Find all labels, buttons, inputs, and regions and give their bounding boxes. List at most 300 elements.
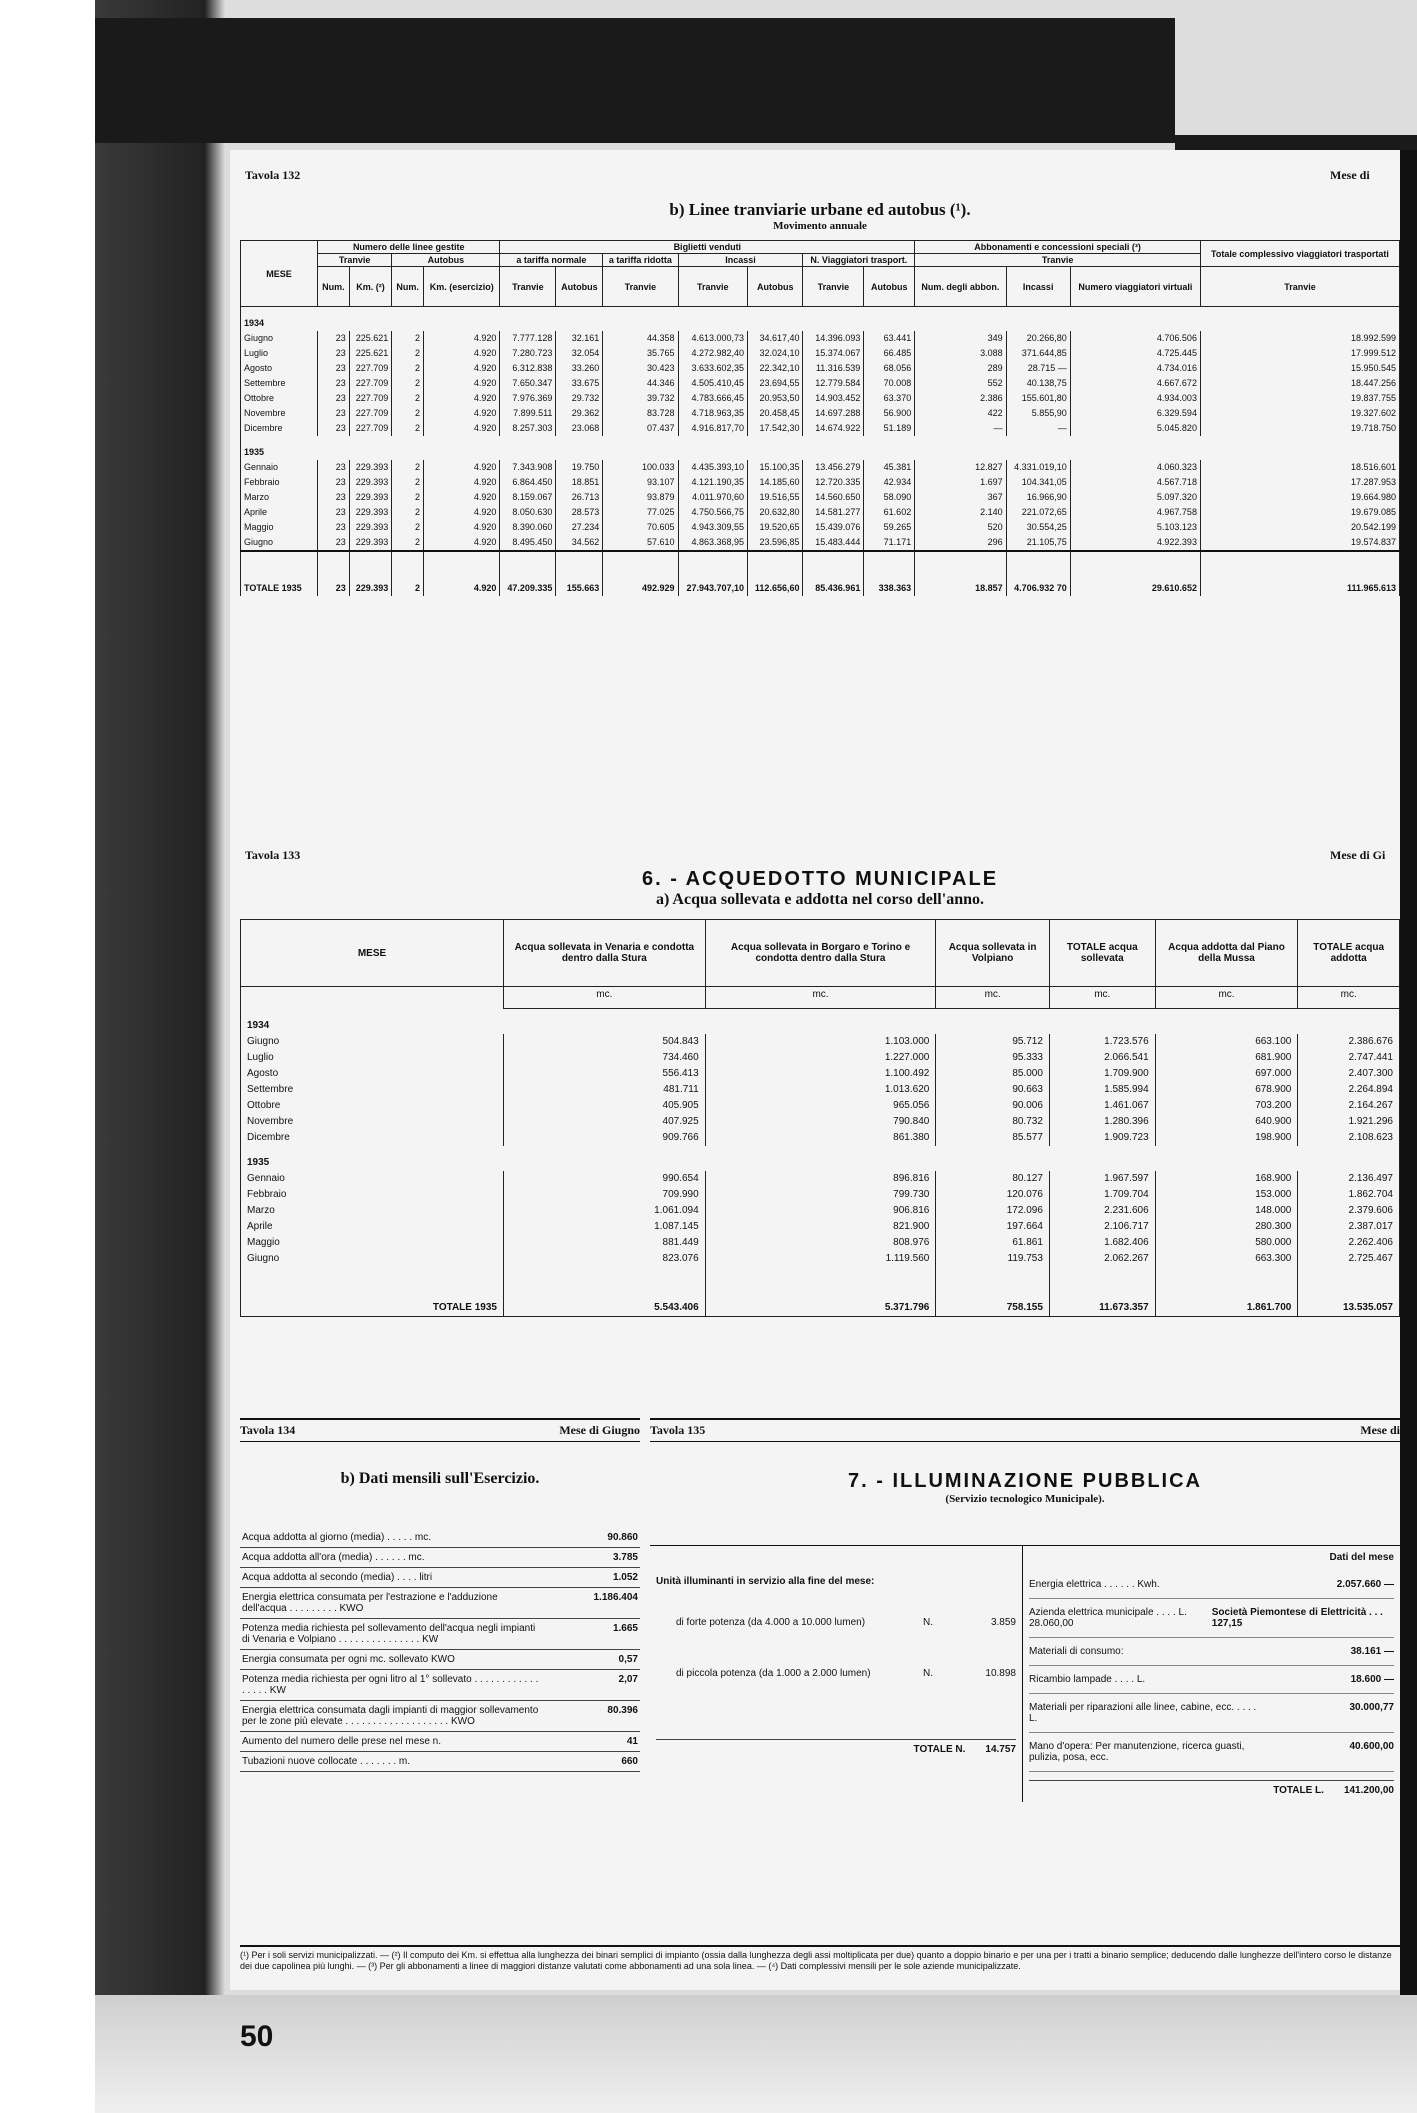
table-cell: 289 <box>915 361 1006 376</box>
table-cell: 63.441 <box>864 331 915 346</box>
table-cell: 23 <box>318 376 350 391</box>
t133-h-c1: Acqua sollevata in Venaria e condotta dentro dalla Stura <box>504 920 706 987</box>
table-row <box>241 1130 1400 1146</box>
list-item <box>240 1568 640 1588</box>
table-cell: 697.000 <box>1155 1066 1298 1082</box>
table-cell: 1.967.597 <box>1049 1171 1155 1187</box>
table-cell: 12.827 <box>915 460 1006 475</box>
table-cell: mc. <box>705 987 936 1009</box>
item-field: Azienda elettrica municipale . . . . L. 28.060,00 <box>1029 1607 1187 1629</box>
table-cell: 1.119.560 <box>705 1251 936 1267</box>
list-item <box>240 1670 640 1701</box>
table-cell: 26.713 <box>556 490 603 505</box>
table-cell: 1.709.900 <box>1049 1066 1155 1082</box>
table-cell: 4.706.932 70 <box>1006 551 1070 596</box>
table-cell: 34.562 <box>556 535 603 551</box>
year-row <box>241 307 1400 332</box>
table-cell: 4.725.445 <box>1070 346 1200 361</box>
table-cell: 23 <box>318 460 350 475</box>
table-cell: 229.393 <box>349 475 392 490</box>
table-cell: 8.390.060 <box>500 520 556 535</box>
table-cell: 227.709 <box>349 406 392 421</box>
table-cell: 4.967.758 <box>1070 505 1200 520</box>
list-item <box>240 1732 640 1752</box>
t135-right-total-value: 141.200,00 <box>1343 1785 1394 1796</box>
table-cell: 30.554,25 <box>1006 520 1070 535</box>
table-cell: 2.725.467 <box>1298 1251 1400 1267</box>
table-cell: 7.976.369 <box>500 391 556 406</box>
table-cell: 2.106.717 <box>1049 1219 1155 1235</box>
table-cell: 197.664 <box>936 1219 1050 1235</box>
table-cell: 7.280.723 <box>500 346 556 361</box>
table-cell: Novembre <box>241 1114 504 1130</box>
table-cell: 227.709 <box>349 361 392 376</box>
table-row <box>241 1203 1400 1219</box>
t132-h-km-es: Km. (esercizio) <box>424 267 500 307</box>
table-cell: 1.909.723 <box>1049 1130 1155 1146</box>
table-cell: 23 <box>318 406 350 421</box>
table-cell: 422 <box>915 406 1006 421</box>
table-cell: 63.370 <box>864 391 915 406</box>
table-cell: 17.542,30 <box>748 421 803 436</box>
table-cell: 2 <box>392 421 424 436</box>
table-cell: Aprile <box>241 505 318 520</box>
item-label: Tubazioni nuove collocate . . . . . . . m. <box>242 1756 411 1767</box>
table-cell: 703.200 <box>1155 1098 1298 1114</box>
table-cell: 23 <box>318 520 350 535</box>
table-cell: 221.072,65 <box>1006 505 1070 520</box>
table-cell: 1.280.396 <box>1049 1114 1155 1130</box>
table-cell: 678.900 <box>1155 1082 1298 1098</box>
table-cell: 2 <box>392 391 424 406</box>
t132-h-abbonamenti: Abbonamenti e concessioni speciali (³) <box>915 241 1201 254</box>
table-row <box>241 1235 1400 1251</box>
t132-h-c-tranvie1: Tranvie <box>500 267 556 307</box>
table-cell: 15.950.545 <box>1200 361 1399 376</box>
table-cell: 4.920 <box>424 361 500 376</box>
table-row <box>241 460 1400 475</box>
table-cell: 23 <box>318 361 350 376</box>
table-cell: 7.899.511 <box>500 406 556 421</box>
t132-h-tar-norm: a tariffa normale <box>500 254 603 267</box>
table-cell: Agosto <box>241 1066 504 1082</box>
list-item <box>676 1668 1016 1679</box>
list-item <box>1029 1638 1394 1666</box>
table-cell: 29.732 <box>556 391 603 406</box>
table-cell: 32.024,10 <box>748 346 803 361</box>
table-cell: 663.100 <box>1155 1034 1298 1050</box>
table-row <box>241 1114 1400 1130</box>
table-cell: 32.161 <box>556 331 603 346</box>
table-cell: 18.992.599 <box>1200 331 1399 346</box>
table-cell: TOTALE 1935 <box>241 1267 504 1317</box>
scan-shadow-bottom <box>95 1995 1417 2113</box>
table-cell: 758.155 <box>936 1267 1050 1317</box>
table-cell: 19.516,55 <box>748 490 803 505</box>
table-cell: 2 <box>392 475 424 490</box>
table-cell: 61.602 <box>864 505 915 520</box>
table-cell: 1935 <box>241 1146 1400 1171</box>
t132-title: b) Linee tranviarie urbane ed autobus (¹). <box>669 200 971 219</box>
item-field: Materiali per riparazioni alle linee, cabine, ecc. . . . . L. <box>1029 1702 1257 1724</box>
table-cell: Gennaio <box>241 460 318 475</box>
item-field: 3.859 <box>990 1617 1016 1628</box>
t134-tag: Tavola 134 <box>240 1423 296 1437</box>
table-cell: 861.380 <box>705 1130 936 1146</box>
item-value: 1.665 <box>612 1623 638 1634</box>
table-cell: 4.667.672 <box>1070 376 1200 391</box>
t132-h-km: Km. (²) <box>349 267 392 307</box>
table-cell: Gennaio <box>241 1171 504 1187</box>
table-row <box>241 475 1400 490</box>
table-cell: 5.103.123 <box>1070 520 1200 535</box>
table-cell: 709.990 <box>504 1187 706 1203</box>
table-cell: 44.358 <box>603 331 678 346</box>
table-cell: 70.605 <box>603 520 678 535</box>
item-field: Mano d'opera: Per manutenzione, ricerca guasti, pulizia, posa, ecc. <box>1029 1741 1245 1763</box>
table-cell: 18.857 <box>915 551 1006 596</box>
table-cell: 556.413 <box>504 1066 706 1082</box>
table-cell: 93.879 <box>603 490 678 505</box>
table-cell: 4.934.003 <box>1070 391 1200 406</box>
table-cell: 5.855,90 <box>1006 406 1070 421</box>
t132-h-c-tranvie4: Tranvie <box>803 267 864 307</box>
table-cell: 405.905 <box>504 1098 706 1114</box>
table-row <box>241 1251 1400 1267</box>
t132-h-num: Num. <box>318 267 350 307</box>
table-cell: 225.621 <box>349 346 392 361</box>
t133-body <box>241 987 1400 1317</box>
total-row <box>241 1267 1400 1317</box>
table-cell: 19.837.755 <box>1200 391 1399 406</box>
table-row <box>241 376 1400 391</box>
table-cell: 15.100,35 <box>748 460 803 475</box>
table-cell: — <box>1006 421 1070 436</box>
table-cell: 4.920 <box>424 421 500 436</box>
table-cell: 20.266,80 <box>1006 331 1070 346</box>
table-cell: 4.920 <box>424 406 500 421</box>
item-label: Acqua addotta all'ora (media) . . . . . . mc. <box>242 1552 425 1563</box>
table-cell: 23 <box>318 551 350 596</box>
table-cell: 338.363 <box>864 551 915 596</box>
item-value: 90.860 <box>607 1532 638 1543</box>
table-cell: 4.920 <box>424 490 500 505</box>
table-cell: 104.341,05 <box>1006 475 1070 490</box>
table-cell: 280.300 <box>1155 1219 1298 1235</box>
table-cell: 34.617,40 <box>748 331 803 346</box>
table-row <box>241 535 1400 551</box>
table-cell: 21.105,75 <box>1006 535 1070 551</box>
table-cell: 19.520,65 <box>748 520 803 535</box>
table-cell: 227.709 <box>349 376 392 391</box>
table-cell: 85.577 <box>936 1130 1050 1146</box>
scan-shadow-right <box>1400 150 1417 2000</box>
item-field: di piccola potenza (da 1.000 a 2.000 lumen) <box>676 1668 871 1679</box>
table-cell: 4.613.000,73 <box>678 331 747 346</box>
table-cell: 2 <box>392 490 424 505</box>
t133-h-c2: Acqua sollevata in Borgaro e Torino e condotta dentro dalla Stura <box>705 920 936 987</box>
table-cell: 2.262.406 <box>1298 1235 1400 1251</box>
table-row <box>241 406 1400 421</box>
table-cell: 1.862.704 <box>1298 1187 1400 1203</box>
table-cell: 23 <box>318 421 350 436</box>
table-cell: 823.076 <box>504 1251 706 1267</box>
table-cell: 71.171 <box>864 535 915 551</box>
table-cell: 296 <box>915 535 1006 551</box>
table-cell: 6.329.594 <box>1070 406 1200 421</box>
table-cell: 119.753 <box>936 1251 1050 1267</box>
table-cell: 229.393 <box>349 520 392 535</box>
item-field: 10.898 <box>985 1668 1016 1679</box>
table-cell: Giugno <box>241 1034 504 1050</box>
t132-h-biglietti: Biglietti venduti <box>500 241 915 254</box>
table-cell: Giugno <box>241 1251 504 1267</box>
t133-h-mese: MESE <box>241 920 504 987</box>
table-cell: 61.861 <box>936 1235 1050 1251</box>
item-label: Acqua addotta al giorno (media) . . . . . mc. <box>242 1532 431 1543</box>
table-cell: 1.061.094 <box>504 1203 706 1219</box>
table-cell: 23 <box>318 331 350 346</box>
t133-h-c4: TOTALE acqua sollevata <box>1049 920 1155 987</box>
t135-right-total-label: TOTALE L. <box>1273 1785 1324 1796</box>
list-item <box>240 1528 640 1548</box>
table-cell: 4.783.666,45 <box>678 391 747 406</box>
table-cell: 19.750 <box>556 460 603 475</box>
table-cell: 2 <box>392 551 424 596</box>
table-cell: Ottobre <box>241 391 318 406</box>
table-cell: 83.728 <box>603 406 678 421</box>
table-cell: 93.107 <box>603 475 678 490</box>
year-row <box>241 1009 1400 1035</box>
item-label: Potenza media richiesta pel sollevamento dell'acqua negli impianti di Venaria e Volpiano . . . . . . . . . . . . . . . KW <box>242 1623 536 1645</box>
table-cell: Giugno <box>241 535 318 551</box>
table-cell: 227.709 <box>349 421 392 436</box>
table-cell: 4.706.506 <box>1070 331 1200 346</box>
scan-shadow-top <box>95 18 1175 143</box>
t132-h-totale: Totale complessivo viaggiatori trasportati <box>1200 241 1399 267</box>
table-cell: 2.231.606 <box>1049 1203 1155 1219</box>
table-cell: 799.730 <box>705 1187 936 1203</box>
table-cell: 20.542.199 <box>1200 520 1399 535</box>
table-row <box>241 1098 1400 1114</box>
table-cell: 172.096 <box>936 1203 1050 1219</box>
table-cell: Marzo <box>241 1203 504 1219</box>
table-cell: 40.138,75 <box>1006 376 1070 391</box>
t135-left-intro: Unità illuminanti in servizio alla fine del mese: <box>656 1576 875 1587</box>
table-row <box>241 490 1400 505</box>
table-cell: 520 <box>915 520 1006 535</box>
table-cell: 580.000 <box>1155 1235 1298 1251</box>
t134-body <box>240 1528 640 1772</box>
table-cell: 14.581.277 <box>803 505 864 520</box>
table-cell: 552 <box>915 376 1006 391</box>
table-cell: 881.449 <box>504 1235 706 1251</box>
table-135 <box>650 1418 1400 1802</box>
table-cell: 1.682.406 <box>1049 1235 1155 1251</box>
table-cell: 45.381 <box>864 460 915 475</box>
table-cell: 4.916.817,70 <box>678 421 747 436</box>
table-cell: 640.900 <box>1155 1114 1298 1130</box>
table-cell: Novembre <box>241 406 318 421</box>
table-cell: 4.567.718 <box>1070 475 1200 490</box>
item-label: Energia elettrica consumata dagli impianti di maggior sollevamento per le zone più elevate . . . . . . . . . . . . . . . . . . . KWO <box>242 1705 539 1727</box>
table-cell: 5.045.820 <box>1070 421 1200 436</box>
table-cell: 57.610 <box>603 535 678 551</box>
t135-right-body <box>1029 1571 1394 1772</box>
t135-subtitle: (Servizio tecnologico Municipale). <box>945 1493 1105 1505</box>
table-cell: mc. <box>1155 987 1298 1009</box>
item-field: N. <box>922 1668 933 1679</box>
table-cell: 14.396.093 <box>803 331 864 346</box>
item-value: 1.052 <box>612 1572 638 1583</box>
unit-row <box>241 987 1400 1009</box>
t135-left-body <box>656 1617 1016 1679</box>
table-cell: 4.718.963,35 <box>678 406 747 421</box>
t132-h-tranvie: Tranvie <box>318 254 392 267</box>
table-133 <box>240 868 1400 1317</box>
list-item <box>676 1617 1016 1628</box>
table-cell: 663.300 <box>1155 1251 1298 1267</box>
item-value: 41 <box>626 1736 638 1747</box>
t132-h-num-viagg: Numero viaggiatori virtuali <box>1070 267 1200 307</box>
table-cell: 42.934 <box>864 475 915 490</box>
table-cell: 2 <box>392 331 424 346</box>
table-cell: 111.965.613 <box>1200 551 1399 596</box>
t132-body <box>241 307 1400 597</box>
table-cell: 17.287.953 <box>1200 475 1399 490</box>
table-cell: 18.851 <box>556 475 603 490</box>
t132-h-abb-tranvie: Tranvie <box>915 254 1201 267</box>
table-cell: 4.121.190,35 <box>678 475 747 490</box>
list-item <box>1029 1694 1394 1733</box>
table-cell: 965.056 <box>705 1098 936 1114</box>
table-cell: 4.863.368,95 <box>678 535 747 551</box>
t132-tag: Tavola 132 <box>245 168 301 182</box>
t133-tag: Tavola 133 <box>245 848 301 862</box>
t132-h-num-abbon: Num. degli abbon. <box>915 267 1006 307</box>
table-row <box>241 361 1400 376</box>
table-cell: 66.485 <box>864 346 915 361</box>
table-cell: 3.088 <box>915 346 1006 361</box>
table-cell: 504.843 <box>504 1034 706 1050</box>
table-cell: 7.343.908 <box>500 460 556 475</box>
table-cell: 15.483.444 <box>803 535 864 551</box>
table-cell: 16.966,90 <box>1006 490 1070 505</box>
item-field: Materiali di consumo: <box>1029 1646 1124 1657</box>
t133-subtitle: a) Acqua sollevata e addotta nel corso dell'anno. <box>655 891 984 908</box>
list-item <box>1029 1666 1394 1694</box>
table-cell: 39.732 <box>603 391 678 406</box>
table-cell: 2.747.441 <box>1298 1050 1400 1066</box>
table-cell: 4.920 <box>424 376 500 391</box>
table-cell: 30.423 <box>603 361 678 376</box>
table-cell: 23 <box>318 490 350 505</box>
table-cell: 19.679.085 <box>1200 505 1399 520</box>
table-cell: 990.654 <box>504 1171 706 1187</box>
table-cell: 2 <box>392 346 424 361</box>
t133-h-c6: TOTALE acqua addotta <box>1298 920 1400 987</box>
list-item <box>240 1588 640 1619</box>
table-cell: 1.861.700 <box>1155 1267 1298 1317</box>
table-cell: 12.720.335 <box>803 475 864 490</box>
t133-title: 6. - ACQUEDOTTO MUNICIPALE <box>641 868 999 890</box>
table-cell: mc. <box>1049 987 1155 1009</box>
table-cell: 100.033 <box>603 460 678 475</box>
table-cell: 1.697 <box>915 475 1006 490</box>
item-field: 38.161 — <box>1350 1646 1394 1657</box>
table-cell: 85.436.961 <box>803 551 864 596</box>
table-cell: 790.840 <box>705 1114 936 1130</box>
t132-h-tar-rid: a tariffa ridotta <box>603 254 678 267</box>
table-cell: Maggio <box>241 520 318 535</box>
page-number: 50 <box>240 2020 274 2053</box>
table-cell: 4.920 <box>424 505 500 520</box>
year-row <box>241 1146 1400 1171</box>
table-cell: 1.585.994 <box>1049 1082 1155 1098</box>
t135-tag: Tavola 135 <box>650 1423 706 1437</box>
table-row <box>241 1082 1400 1098</box>
item-field: Società Piemontese di Elettricità . . . 127,15 <box>1211 1607 1383 1629</box>
table-cell: 371.644,85 <box>1006 346 1070 361</box>
table-cell: TOTALE 1935 <box>241 551 318 596</box>
table-cell: 198.900 <box>1155 1130 1298 1146</box>
table-cell: 11.673.357 <box>1049 1267 1155 1317</box>
table-row <box>241 346 1400 361</box>
table-cell: 27.943.707,10 <box>678 551 747 596</box>
table-row <box>241 1050 1400 1066</box>
table-cell: 18.516.601 <box>1200 460 1399 475</box>
table-cell: 120.076 <box>936 1187 1050 1203</box>
table-cell: Agosto <box>241 361 318 376</box>
table-cell: 4.920 <box>424 535 500 551</box>
table-cell: 07.437 <box>603 421 678 436</box>
table-row <box>241 421 1400 436</box>
table-cell: 4.920 <box>424 520 500 535</box>
t135-left-total-label: TOTALE N. <box>913 1744 966 1755</box>
table-cell: 95.333 <box>936 1050 1050 1066</box>
table-cell: 2.386.676 <box>1298 1034 1400 1050</box>
table-cell: — <box>915 421 1006 436</box>
item-value: 80.396 <box>607 1705 638 1716</box>
t132-h-c-tranvie3: Tranvie <box>678 267 747 307</box>
table-cell: 2.164.267 <box>1298 1098 1400 1114</box>
table-cell: 896.816 <box>705 1171 936 1187</box>
t132-h-incassi: Incassi <box>678 254 803 267</box>
table-cell: 28.715 — <box>1006 361 1070 376</box>
table-cell: 4.435.393,10 <box>678 460 747 475</box>
t132-h-c-tranvie2: Tranvie <box>603 267 678 307</box>
table-cell: 18.447.256 <box>1200 376 1399 391</box>
table-cell: 155.663 <box>556 551 603 596</box>
table-cell: 2 <box>392 460 424 475</box>
table-cell: 23 <box>318 535 350 551</box>
table-cell: 3.633.602,35 <box>678 361 747 376</box>
table-cell: Ottobre <box>241 1098 504 1114</box>
table-cell: 4.920 <box>424 460 500 475</box>
table-row <box>241 505 1400 520</box>
table-cell: 47.209.335 <box>500 551 556 596</box>
table-cell: 4.920 <box>424 331 500 346</box>
table-row <box>241 1187 1400 1203</box>
table-row <box>241 1034 1400 1050</box>
table-cell: 15.439.076 <box>803 520 864 535</box>
t132-month: Mese di <box>1330 168 1370 182</box>
t132-h-linee: Numero delle linee gestite <box>318 241 500 254</box>
table-cell: 17.999.512 <box>1200 346 1399 361</box>
table-cell: 8.495.450 <box>500 535 556 551</box>
table-cell: 168.900 <box>1155 1171 1298 1187</box>
table-cell: 19.574.837 <box>1200 535 1399 551</box>
